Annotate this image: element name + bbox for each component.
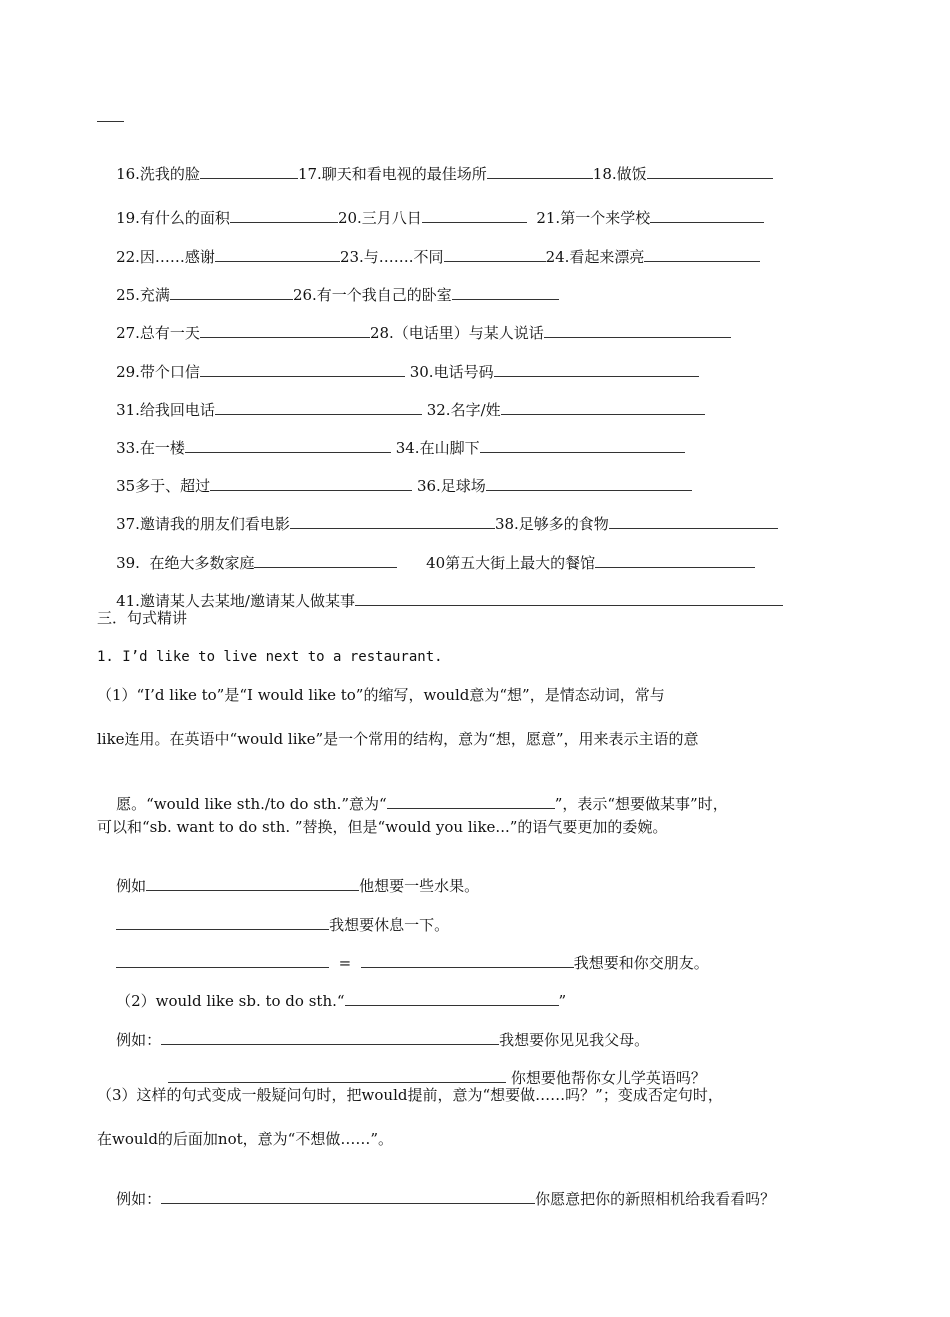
equals-sign: = xyxy=(338,954,352,972)
explanation-1-line-4: 可以和“sb. want to do sth. ”替换，但是“would you like...”的语气要更加的委婉。 xyxy=(97,818,668,836)
answer-blank-28[interactable] xyxy=(544,322,731,338)
answer-blank-27[interactable] xyxy=(200,322,370,338)
answer-blank-22[interactable] xyxy=(215,246,340,262)
answer-blank-29[interactable] xyxy=(200,361,405,377)
sentence-1: 1. I’d like to live next to a restaurant. xyxy=(97,649,443,665)
answer-blank-20[interactable] xyxy=(422,207,527,223)
example-3-blank-a[interactable] xyxy=(116,952,329,968)
answer-blank-23[interactable] xyxy=(444,246,546,262)
explanation-2-end: ” xyxy=(558,992,567,1010)
item-28: 28.（电话里）与某人说话 xyxy=(369,324,544,342)
answer-blank-16[interactable] xyxy=(200,163,298,179)
item-23: 23.与…….不同 xyxy=(339,248,444,266)
example-6-chinese: 你愿意把你的新照相机给我看看吗？ xyxy=(535,1190,776,1208)
explanation-3-line-2: 在would的后面加not，意为“不想做……”。 xyxy=(97,1130,393,1148)
answer-blank-32[interactable] xyxy=(501,399,705,415)
item-24: 24.看起来漂亮 xyxy=(545,248,645,266)
answer-blank-31[interactable] xyxy=(215,399,422,415)
answer-blank-34[interactable] xyxy=(480,437,685,453)
example-1-blank[interactable] xyxy=(146,875,359,891)
answer-blank-17[interactable] xyxy=(487,163,593,179)
example-3-chinese: 我想要和你交朋友。 xyxy=(573,954,709,972)
answer-blank-40[interactable] xyxy=(595,552,755,568)
example-6 xyxy=(97,1168,775,1229)
item-31: 31.给我回电话 xyxy=(116,401,215,419)
item-37: 37.邀请我的朋友们看电影 xyxy=(116,515,290,533)
answer-blank-39[interactable] xyxy=(254,552,397,568)
item-17: 17.聊天和看电视的最佳场所 xyxy=(297,165,487,183)
item-20: 20.三月八日 xyxy=(337,209,422,227)
example-1-prefix: 例如 xyxy=(116,877,147,895)
example-3-blank-b[interactable] xyxy=(361,952,574,968)
explanation-1-line-1: （1）“I’d like to”是“I would like to”的缩写，would意为“想”，是情态动词，常与 xyxy=(97,686,665,704)
item-30: 30.电话号码 xyxy=(409,363,494,381)
answer-blank-38[interactable] xyxy=(609,513,778,529)
example-2-chinese: 我想要休息一下。 xyxy=(329,916,450,934)
example-5-blank[interactable] xyxy=(168,1067,506,1083)
answer-blank-21[interactable] xyxy=(650,207,764,223)
answer-blank-18[interactable] xyxy=(647,163,773,179)
vocab-row-41 xyxy=(97,570,783,631)
explanation-2-start: （2）would like sb. to do sth.“ xyxy=(116,992,345,1010)
item-34: 34.在山脚下 xyxy=(395,439,480,457)
item-32: 32.名字/姓 xyxy=(426,401,501,419)
item-19: 19.有什么的面积 xyxy=(116,209,230,227)
item-16: 16.洗我的脸 xyxy=(116,165,200,183)
answer-blank-33[interactable] xyxy=(185,437,391,453)
item-21: 21.第一个来学校 xyxy=(536,209,651,227)
explanation-1-line-3-start: 愿。“would like sth./to do sth.”意为“ xyxy=(116,795,387,813)
item-22: 22.因……感谢 xyxy=(116,248,215,266)
item-25: 25.充满 xyxy=(116,286,170,304)
example-4-chinese: 我想要你见见我父母。 xyxy=(499,1031,650,1049)
answer-blank-37[interactable] xyxy=(290,513,495,529)
example-6-blank[interactable] xyxy=(161,1188,535,1204)
example-4-prefix: 例如： xyxy=(116,1031,162,1049)
explanation-1-line-3-end: ”，表示“想要做某事”时， xyxy=(554,795,728,813)
top-rule xyxy=(97,121,124,122)
section-heading: 三．句式精讲 xyxy=(97,609,188,627)
item-29: 29.带个口信 xyxy=(116,363,200,381)
item-39: 39. 在绝大多数家庭 xyxy=(116,554,255,572)
item-40: 40第五大街上最大的餐馆 xyxy=(426,554,596,572)
item-41: 41.邀请某人去某地/邀请某人做某事 xyxy=(116,592,355,610)
example-5-chinese: 你想要他帮你女儿学英语吗？ xyxy=(510,1069,706,1087)
item-35: 35多于、超过 xyxy=(116,477,211,495)
answer-blank-30[interactable] xyxy=(494,361,699,377)
item-33: 33.在一楼 xyxy=(116,439,185,457)
explanation-3-line-1: （3）这样的句式变成一般疑问句时，把would提前，意为“想要做……吗？”；变成否定句时， xyxy=(97,1086,723,1104)
explanation-2-blank[interactable] xyxy=(345,990,559,1006)
answer-blank-35[interactable] xyxy=(210,475,412,491)
item-38: 38.足够多的食物 xyxy=(494,515,609,533)
item-26: 26.有一个我自己的卧室 xyxy=(292,286,452,304)
item-27: 27.总有一天 xyxy=(116,324,200,342)
meaning-blank[interactable] xyxy=(387,793,555,809)
example-6-prefix: 例如： xyxy=(116,1190,162,1208)
answer-blank-19[interactable] xyxy=(230,207,338,223)
example-2-blank[interactable] xyxy=(116,914,329,930)
explanation-1-line-2: like连用。在英语中“would like”是一个常用的结构，意为“想，愿意”，用来表示主语的意 xyxy=(97,730,699,748)
answer-blank-24[interactable] xyxy=(644,246,760,262)
answer-blank-26[interactable] xyxy=(452,284,559,300)
example-1-chinese: 他想要一些水果。 xyxy=(359,877,480,895)
example-4-blank[interactable] xyxy=(161,1029,499,1045)
item-18: 18.做饭 xyxy=(592,165,647,183)
item-36: 36.足球场 xyxy=(416,477,486,495)
answer-blank-25[interactable] xyxy=(170,284,293,300)
answer-blank-36[interactable] xyxy=(486,475,692,491)
answer-blank-41[interactable] xyxy=(355,590,783,606)
